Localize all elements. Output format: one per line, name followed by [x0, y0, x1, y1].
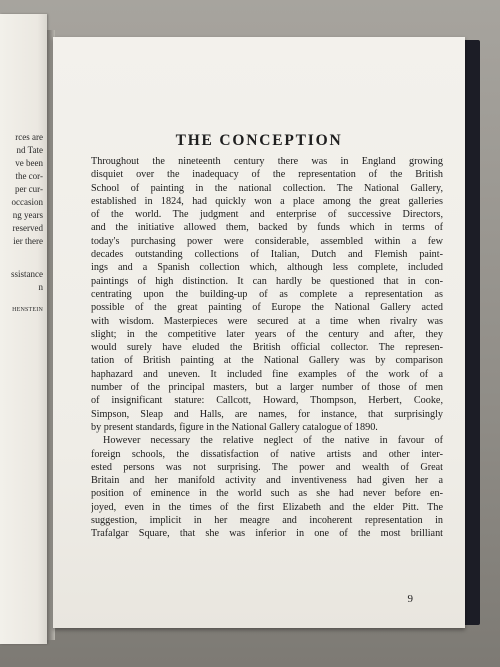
paragraph-1 [91, 155, 443, 434]
page-number: 9 [407, 593, 413, 605]
text-line: Trafalgar Square, that she was inferior in one of the most brilliant [91, 528, 443, 540]
text-line: disquiet over the inadequacy of the representation of the British [91, 169, 443, 181]
text-line: suggestion, implicit in her meagre and incoherent representation in [91, 515, 443, 527]
left-page-author-fragment: HENSTEIN [12, 307, 43, 313]
text-line: of insignificant stature: Callcott, Howard, Thompson, Herbert, Cooke, [91, 395, 443, 407]
left-page-fragment: ve been [15, 158, 43, 168]
text-line: Simpson, Sleap and Halls, are names, for instance, that surprisingly [91, 408, 443, 420]
text-line: decades outstanding collections of Italian, Dutch and Flemish paint- [91, 249, 443, 261]
right-page [53, 37, 465, 628]
text-line: would surely have eluded the British official collector. The represen- [91, 342, 443, 354]
text-line: School of painting in the national collection. The National Gallery, [91, 182, 443, 194]
left-page [0, 14, 47, 644]
text-line: centrating upon the building-up of as complete a representation as [91, 288, 443, 300]
left-page-fragment: ier there [13, 236, 43, 246]
left-page-fragment: n [38, 282, 43, 292]
text-line: position of eminence in the world such as she had never before en- [91, 488, 443, 500]
left-page-fragment: the cor- [15, 171, 43, 181]
text-line: paintings of high distinction. It can hardly be questioned that in con- [91, 275, 443, 287]
chapter-title: THE CONCEPTION [175, 132, 343, 149]
text-line: Throughout the nineteenth century there was in England growing [91, 156, 443, 167]
left-page-fragment: rces are [15, 132, 43, 142]
body-text [91, 155, 443, 541]
text-line: established in 1824, had quickly won a place among the great galleries [91, 195, 443, 207]
left-page-fragment: occasion [11, 197, 43, 207]
text-line: However necessary the relative neglect of the native in favour of [103, 435, 443, 447]
left-page-fragment: reserved [12, 223, 43, 233]
text-line: Britain and her manifold activity and inventiveness had given her a [91, 475, 443, 487]
text-line: by present standards, figure in the National Gallery catalogue of 1890. [91, 421, 378, 433]
text-line: and the initiative allowed them, backed by funds which in terms of [91, 222, 443, 234]
text-line: foreign schools, the dissatisfaction of native artists and other inter- [91, 448, 443, 460]
text-line: number of the principal masters, but a larger number of those of men [91, 382, 443, 394]
left-page-fragment: ng years [12, 210, 43, 220]
text-line: tation of British painting at the National Gallery was by comparison [91, 355, 443, 367]
text-line: possible of the great painting of Europe the National Gallery acted [91, 302, 443, 314]
left-page-fragment: nd Tate [16, 145, 43, 155]
text-line: today's purchasing power were considerable, assembled within a few [91, 235, 443, 247]
text-line: with wisdom. Masterpieces were secured at a time when rivalry was [91, 315, 443, 327]
left-page-fragment: ssistance [11, 269, 43, 279]
paragraph-2 [91, 434, 443, 540]
text-line: of the world. The judgment and enterprise of successive Directors, [91, 209, 443, 221]
text-line: ested persons was not surprising. The power and wealth of Great [91, 461, 443, 473]
text-line: slight; in the competitive later years of the century and after, they [91, 328, 443, 340]
left-page-fragment: per cur- [14, 184, 43, 194]
text-line: joyed, even in the times of the first Elizabeth and the elder Pitt. The [91, 501, 443, 513]
text-line: haphazard and uneven. It included fine examples of the work of a [91, 368, 443, 380]
text-line: ings and a Spanish collection which, although less complete, included [91, 262, 443, 274]
